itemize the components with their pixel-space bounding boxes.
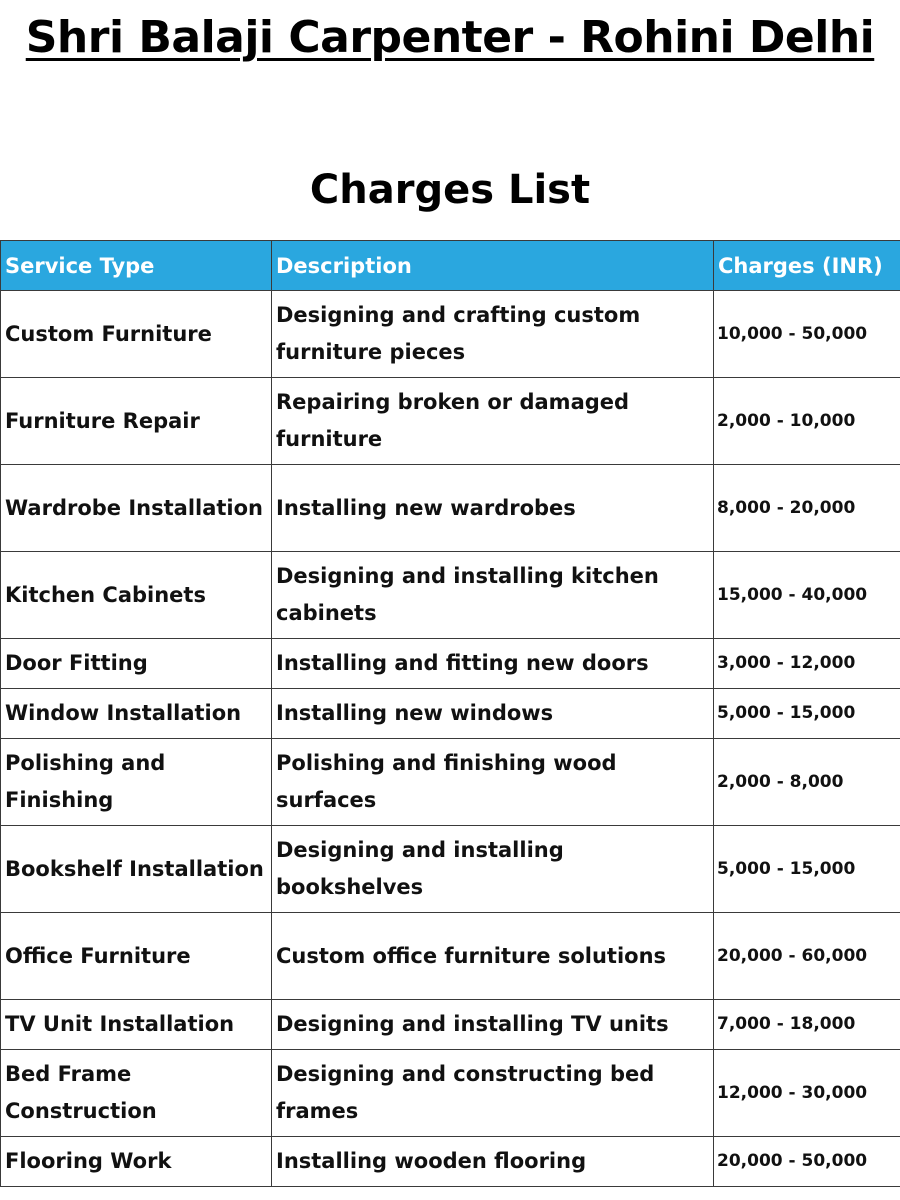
column-header-description: Description <box>272 241 714 291</box>
table-row <box>1 465 900 552</box>
charges-table <box>0 240 900 1187</box>
table-row <box>1 689 900 739</box>
charges-cell: 5,000 - 15,000 <box>714 689 900 739</box>
charges-cell: 5,000 - 15,000 <box>714 826 900 913</box>
service-cell: Kitchen Cabinets <box>1 552 272 639</box>
description-cell: Installing new windows <box>272 689 714 739</box>
charges-cell: 3,000 - 12,000 <box>714 639 900 689</box>
charges-cell: 2,000 - 8,000 <box>714 739 900 826</box>
table-row <box>1 1050 900 1137</box>
charges-cell: 12,000 - 30,000 <box>714 1050 900 1137</box>
charges-cell: 20,000 - 60,000 <box>714 913 900 1000</box>
service-cell: Window Installation <box>1 689 272 739</box>
charges-cell: 7,000 - 18,000 <box>714 1000 900 1050</box>
description-cell: Custom office furniture solutions <box>272 913 714 1000</box>
table-row <box>1 291 900 378</box>
table-row <box>1 552 900 639</box>
service-cell: Door Fitting <box>1 639 272 689</box>
description-cell: Designing and crafting custom furniture pieces <box>272 291 714 378</box>
service-cell: Bed Frame Construction <box>1 1050 272 1137</box>
description-cell: Installing new wardrobes <box>272 465 714 552</box>
column-header-service-type: Service Type <box>1 241 272 291</box>
charges-cell: 2,000 - 10,000 <box>714 378 900 465</box>
service-cell: Custom Furniture <box>1 291 272 378</box>
table-row <box>1 1137 900 1187</box>
service-cell: Polishing and Finishing <box>1 739 272 826</box>
service-cell: TV Unit Installation <box>1 1000 272 1050</box>
service-cell: Wardrobe Installation <box>1 465 272 552</box>
service-cell: Furniture Repair <box>1 378 272 465</box>
description-cell: Repairing broken or damaged furniture <box>272 378 714 465</box>
table-header-row <box>1 241 900 291</box>
charges-cell: 8,000 - 20,000 <box>714 465 900 552</box>
charges-cell: 15,000 - 40,000 <box>714 552 900 639</box>
page-subtitle: Charges List <box>309 167 591 213</box>
description-cell: Designing and installing TV units <box>272 1000 714 1050</box>
table-row <box>1 1000 900 1050</box>
table-row <box>1 378 900 465</box>
description-cell: Designing and installing kitchen cabinets <box>272 552 714 639</box>
service-cell: Flooring Work <box>1 1137 272 1187</box>
service-cell: Bookshelf Installation <box>1 826 272 913</box>
table-row <box>1 826 900 913</box>
service-cell: Office Furniture <box>1 913 272 1000</box>
charges-cell: 10,000 - 50,000 <box>714 291 900 378</box>
description-cell: Installing wooden flooring <box>272 1137 714 1187</box>
description-cell: Designing and constructing bed frames <box>272 1050 714 1137</box>
table-row <box>1 913 900 1000</box>
description-cell: Polishing and finishing wood surfaces <box>272 739 714 826</box>
description-cell: Installing and fitting new doors <box>272 639 714 689</box>
table-row <box>1 739 900 826</box>
charges-cell: 20,000 - 50,000 <box>714 1137 900 1187</box>
column-header-charges: Charges (INR) <box>714 241 900 291</box>
table-row <box>1 639 900 689</box>
page-title: Shri Balaji Carpenter - Rohini Delhi <box>25 12 875 63</box>
description-cell: Designing and installing bookshelves <box>272 826 714 913</box>
